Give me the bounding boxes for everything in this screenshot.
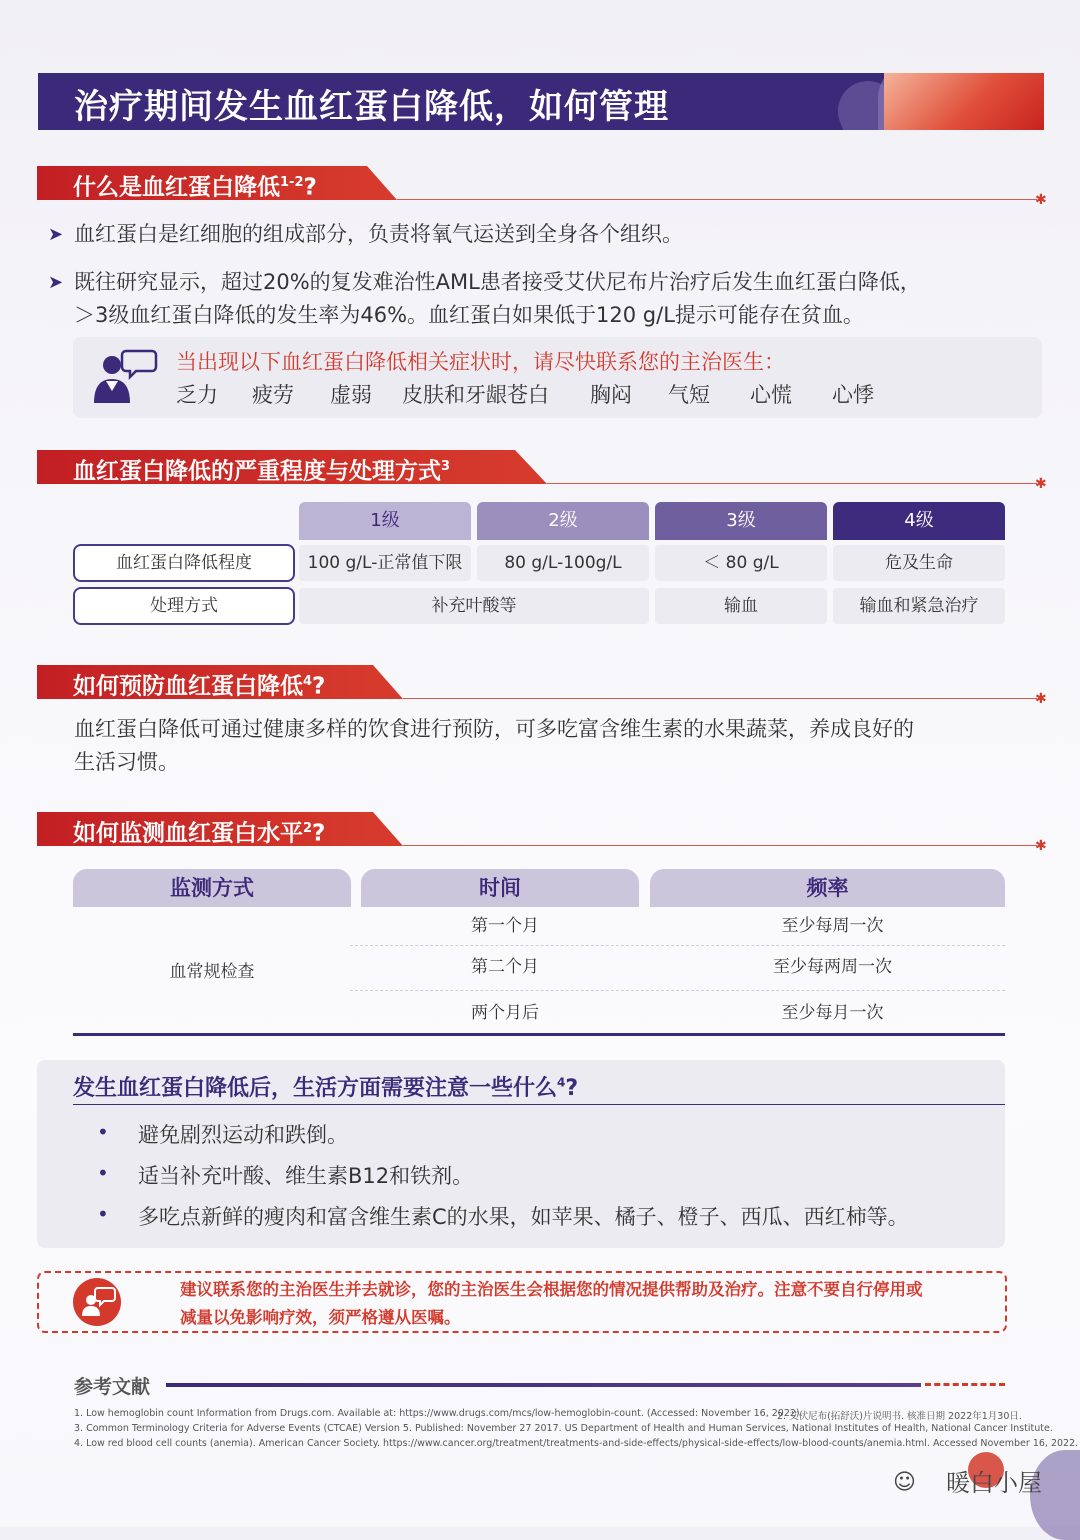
monitor-header-time: 时间: [361, 869, 639, 907]
treatment-cell: 输血和紧急治疗: [833, 588, 1005, 624]
doctor-icon: [90, 345, 160, 407]
reference-item: 2. 艾伏尼布(拓舒沃)片说明书. 核准日期 2022年1月30日.: [777, 1411, 1022, 1422]
table-bottom-rule: [73, 1033, 1005, 1036]
row-divider: [350, 990, 1005, 991]
level-header: 2级: [477, 502, 649, 540]
symptom-item: 气短: [668, 383, 710, 407]
row-label-severity: 血红蛋白降低程度: [73, 544, 295, 582]
treatment-cell: 输血: [655, 588, 827, 624]
point-text: 血红蛋白是红细胞的组成部分，负责将氧气运送到全身各个组织。: [74, 222, 683, 246]
references-title: 参考文献: [74, 1376, 151, 1398]
bullet-dot-icon: •: [97, 1161, 109, 1185]
row-label-treatment: 处理方式: [73, 587, 295, 625]
advice-text: 建议联系您的主治医生并去就诊，您的主治医生会根据您的情况提供帮助及治疗。注意不要自行停用或 减量以免影响疗效，须严格遵从医嘱。: [180, 1280, 923, 1327]
symptom-item: 心悸: [832, 383, 874, 407]
lifestyle-item: 避免剧烈运动和跌倒。: [138, 1123, 348, 1147]
section-title: 如何监测血红蛋白水平$^2$?: [73, 820, 326, 847]
section-header-prevent: 如何预防血红蛋白降低$^4$? ✱: [37, 665, 1043, 699]
watermark: 暖白小屋: [946, 1469, 1042, 1497]
arrow-bullet-icon: ➤: [48, 224, 64, 245]
lifestyle-title: 发生血红蛋白降低后，生活方面需要注意一些什么$^4$?: [73, 1075, 579, 1101]
monitor-time-cell: 第二个月: [471, 957, 539, 977]
symptom-item: 疲劳: [252, 383, 294, 407]
references-rule-dashed: [925, 1383, 1005, 1386]
wechat-icon: ☺: [893, 1470, 916, 1495]
doctor-chat-icon: [73, 1278, 121, 1326]
symptom-item: 胸闷: [590, 383, 632, 407]
section-header-what-is: 什么是血红蛋白降低$^{1-2}$? ✱: [37, 166, 1043, 200]
symptom-item: 虚弱: [330, 383, 372, 407]
title-banner: [38, 73, 1044, 130]
symptom-item: 乏力: [176, 383, 218, 407]
level-header: 3级: [655, 502, 827, 540]
section-title: 血红蛋白降低的严重程度与处理方式$^3$: [73, 458, 451, 485]
monitor-method-cell: 血常规检查: [169, 962, 255, 982]
monitor-time-cell: 两个月后: [471, 1003, 539, 1023]
arrow-bullet-icon: ➤: [48, 272, 64, 293]
reference-item: 1. Low hemoglobin count Information from Drugs.com. Available at: https://www.drugs.com/mcs/low-hemoglobin-count. (Accessed: November 16, 2022).: [74, 1408, 803, 1419]
references-rule: [166, 1383, 921, 1387]
banner-red-accent: [884, 73, 1044, 130]
treatment-cell: 补充叶酸等: [299, 588, 649, 624]
point-text: ＞3级血红蛋白降低的发生率为46%。血红蛋白如果低于120 g/L提示可能存在贫血。: [74, 303, 864, 327]
reference-item: 3. Common Terminology Criteria for Adverse Events (CTCAE) Version 5. Published: November 27 2017. US Department of Health and Human Services, National Institutes of Health, National Cancer Institute.: [74, 1423, 1053, 1434]
prevent-text: 血红蛋白降低可通过健康多样的饮食进行预防，可多吃富含维生素的水果蔬菜，养成良好的: [74, 717, 914, 741]
section-title: 什么是血红蛋白降低$^{1-2}$?: [73, 174, 317, 201]
severity-cell: 100 g/L-正常值下限: [299, 545, 471, 581]
lifestyle-item: 多吃点新鲜的瘦肉和富含维生素C的水果，如苹果、橘子、橙子、西瓜、西红柿等。: [138, 1205, 909, 1229]
bullet-dot-icon: •: [97, 1120, 109, 1144]
severity-cell: 危及生命: [833, 545, 1005, 581]
monitor-freq-cell: 至少每周一次: [781, 916, 884, 936]
monitor-time-cell: 第一个月: [471, 916, 539, 936]
severity-cell: ＜ 80 g/L: [655, 545, 827, 581]
symptom-title: 当出现以下血红蛋白降低相关症状时，请尽快联系您的主治医生：: [176, 350, 785, 374]
monitor-header-method: 监测方式: [73, 869, 351, 907]
point-text: 既往研究显示，超过20%的复发难治性AML患者接受艾伏尼布片治疗后发生血红蛋白降低，: [74, 270, 921, 294]
page-title: 治疗期间发生血红蛋白降低，如何管理: [74, 87, 669, 127]
symptom-item: 心慌: [750, 383, 792, 407]
row-divider: [350, 945, 1005, 946]
prevent-text: 生活习惯。: [74, 750, 179, 774]
symptom-item: 皮肤和牙龈苍白: [402, 383, 549, 407]
section-header-monitor: 如何监测血红蛋白水平$^2$? ✱: [37, 812, 1043, 846]
lifestyle-item: 适当补充叶酸、维生素B12和铁剂。: [138, 1164, 474, 1188]
section-title: 如何预防血红蛋白降低$^4$?: [73, 673, 326, 700]
level-header: 1级: [299, 502, 471, 540]
lifestyle-title-underline: [73, 1104, 1005, 1105]
section-header-severity: 血红蛋白降低的严重程度与处理方式$^3$ ✱: [37, 450, 1043, 484]
monitor-freq-cell: 至少每两周一次: [773, 957, 892, 977]
severity-cell: 80 g/L-100g/L: [477, 545, 649, 581]
monitor-freq-cell: 至少每月一次: [781, 1003, 884, 1023]
bullet-dot-icon: •: [97, 1202, 109, 1226]
reference-item: 4. Low red blood cell counts (anemia). American Cancer Society. https://www.cancer.org/treatment/treatments-and-side-effects/physical-side-effects/low-blood-counts/anemia.html. Accessed November 16, 2022.: [74, 1438, 1079, 1449]
monitor-header-frequency: 频率: [650, 869, 1005, 907]
level-header: 4级: [833, 502, 1005, 540]
